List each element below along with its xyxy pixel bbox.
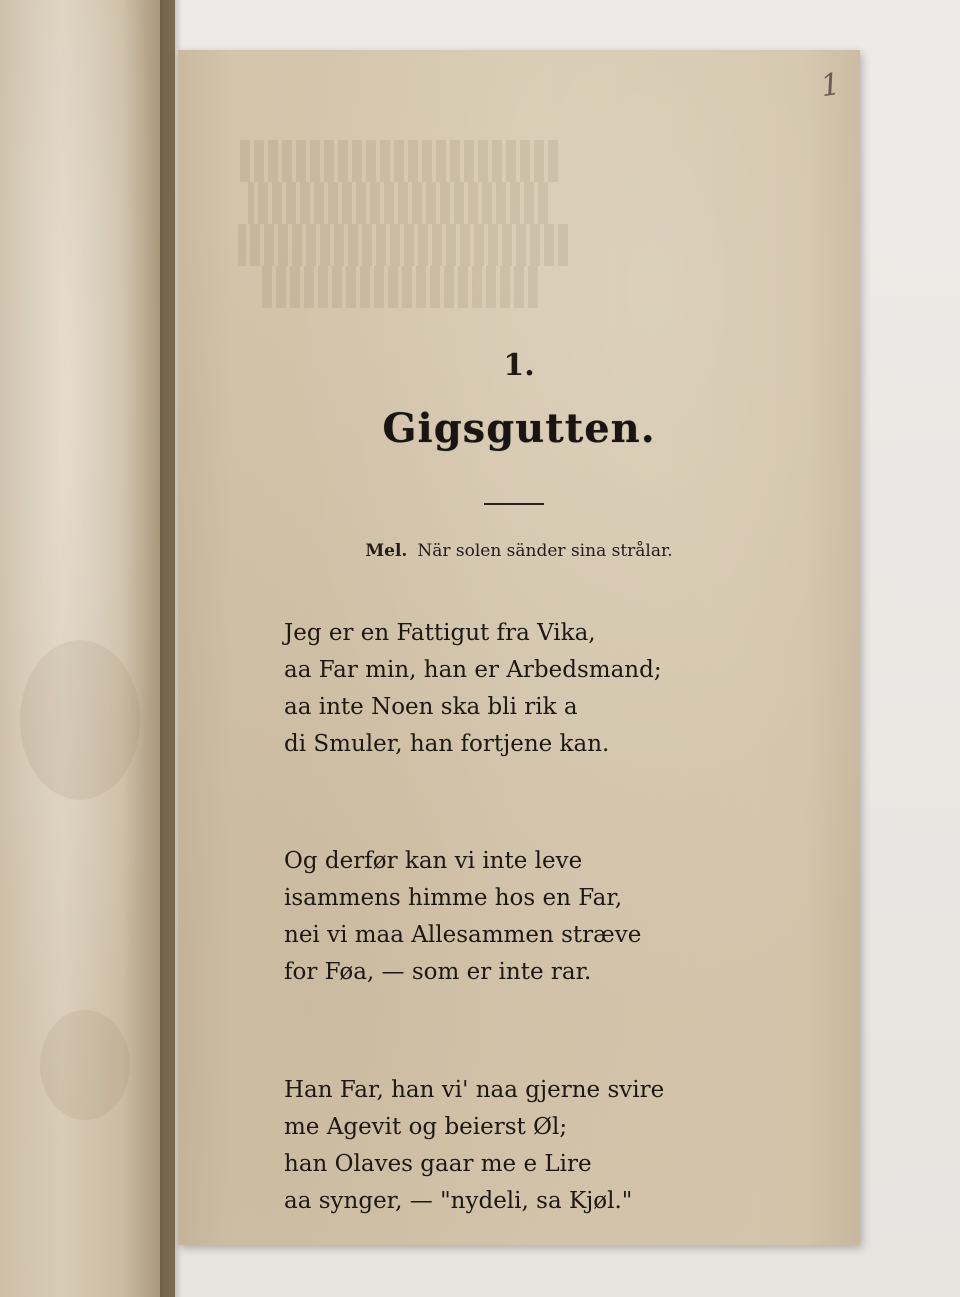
melody-line <box>178 541 860 561</box>
show-through-text <box>248 140 588 308</box>
verse-line: me Agevit og beierst Øl; <box>284 1114 568 1140</box>
stanza-2 <box>284 843 804 991</box>
paper-stain <box>40 1010 130 1120</box>
verse-line: for Føa, — som er inte rar. <box>284 959 592 985</box>
stanza-3 <box>284 1072 804 1220</box>
verse-line: isammens himme hos en Far, <box>284 885 623 911</box>
verse-line: aa synger, — "nydeli, sa Kjøl." <box>284 1188 633 1214</box>
verse-line: di Smuler, han fortjene kan. <box>284 731 610 757</box>
song-number: 1. <box>503 348 535 383</box>
paper-stain <box>20 640 140 800</box>
verse-line: nei vi maa Allesammen stræve <box>284 922 642 948</box>
verse-line: Han Far, han vi' naa gjerne svire <box>284 1077 665 1103</box>
verse-line: Jeg er en Fattigut fra Vika, <box>284 620 596 646</box>
handwritten-page-mark: 1 <box>818 66 843 105</box>
verse-line: aa inte Noen ska bli rik a <box>284 694 578 720</box>
melody-label: Mel. <box>365 541 408 561</box>
verse-line: Og derfør kan vi inte leve <box>284 848 583 874</box>
verse-line: aa Far min, han er Arbedsmand; <box>284 657 662 683</box>
stanza-1 <box>284 615 804 763</box>
song-title: Gigsgutten. <box>382 405 656 452</box>
right-page <box>178 50 860 1245</box>
title-divider <box>484 503 544 505</box>
melody-text: När solen sänder sina strålar. <box>417 541 673 561</box>
verse-line: han Olaves gaar me e Lire <box>284 1151 592 1177</box>
left-page <box>0 0 175 1297</box>
